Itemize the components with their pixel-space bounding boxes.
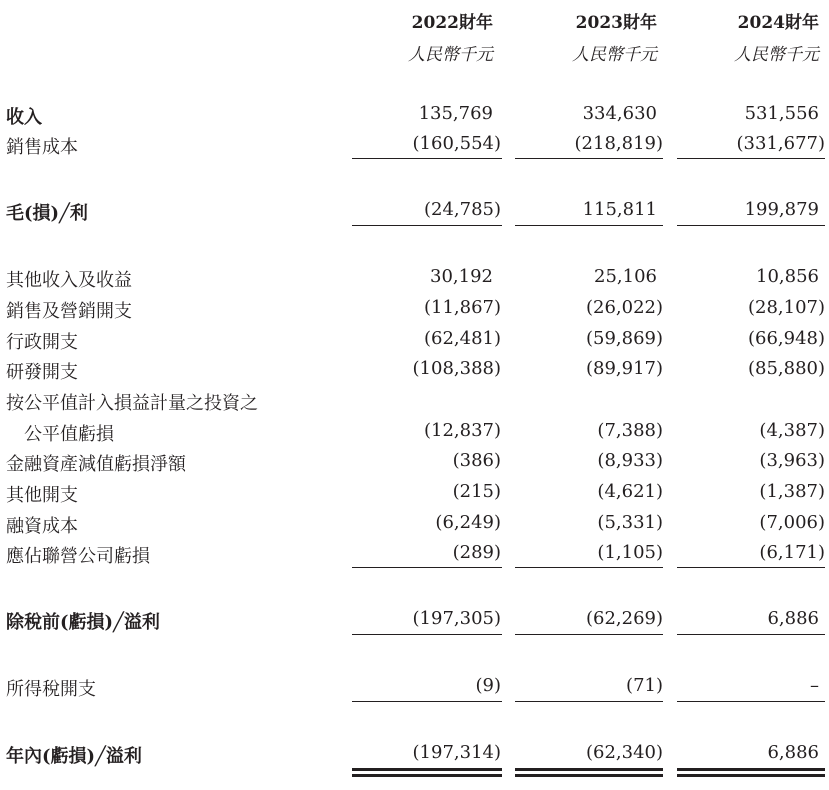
- cell-other-income-2022: 30,192: [430, 266, 493, 287]
- cell-finance-costs-2023: (5,331): [597, 512, 663, 533]
- total-double-rule: [352, 768, 502, 771]
- cell-fvtpl-loss-2024: (4,387): [759, 420, 825, 441]
- cell-associates-loss-2024: (6,171): [759, 542, 825, 563]
- cell-finance-costs-2024: (7,006): [759, 512, 825, 533]
- cell-impairment-loss-2024: (3,963): [759, 450, 825, 471]
- row-label-profit-before-tax: 除稅前(虧損)╱溢利: [6, 612, 160, 633]
- subtotal-rule: [352, 158, 502, 159]
- cell-income-tax-2022: (9): [475, 675, 501, 696]
- cell-revenue-2024: 531,556: [744, 103, 819, 124]
- subtotal-rule: [515, 567, 663, 568]
- year-header-2022: 2022財年: [411, 13, 493, 33]
- cell-selling-expenses-2023: (26,022): [585, 297, 663, 318]
- cell-profit-for-year-2024: 6,886: [767, 742, 819, 763]
- row-label-impairment-loss: 金融資產減值虧損淨額: [6, 454, 186, 475]
- cell-cost-of-sales-2024: (331,677): [736, 133, 825, 154]
- cell-other-expenses-2023: (4,621): [597, 481, 663, 502]
- cell-selling-expenses-2024: (28,107): [747, 297, 825, 318]
- row-label-fvtpl-line1: 按公平值計入損益計量之投資之: [6, 393, 258, 414]
- row-label-rnd-expenses: 研發開支: [6, 362, 78, 383]
- subtotal-rule: [677, 567, 825, 568]
- cell-finance-costs-2022: (6,249): [435, 512, 501, 533]
- row-label-associates-loss: 應佔聯營公司虧損: [6, 546, 150, 567]
- cell-rnd-expenses-2023: (89,917): [585, 358, 663, 379]
- unit-header-2024: 人民幣千元: [734, 45, 819, 65]
- row-label-admin-expenses: 行政開支: [6, 332, 78, 353]
- subtotal-rule: [352, 225, 502, 226]
- cell-cost-of-sales-2022: (160,554): [412, 133, 501, 154]
- row-label-cost-of-sales: 銷售成本: [6, 137, 78, 158]
- row-label-income-tax: 所得稅開支: [6, 679, 96, 700]
- cell-cost-of-sales-2023: (218,819): [574, 133, 663, 154]
- cell-gross-profit-2023: 115,811: [582, 199, 657, 220]
- total-double-rule: [515, 774, 663, 777]
- row-label-revenue: 收入: [6, 107, 42, 128]
- cell-profit-before-tax-2024: 6,886: [767, 608, 819, 629]
- cell-gross-profit-2022: (24,785): [423, 199, 501, 220]
- row-label-other-expenses: 其他開支: [6, 485, 78, 506]
- cell-rnd-expenses-2022: (108,388): [412, 358, 501, 379]
- cell-rnd-expenses-2024: (85,880): [747, 358, 825, 379]
- subtotal-rule: [352, 701, 502, 702]
- cell-fvtpl-loss-2023: (7,388): [597, 420, 663, 441]
- cell-admin-expenses-2024: (66,948): [747, 328, 825, 349]
- subtotal-rule: [515, 701, 663, 702]
- row-label-finance-costs: 融資成本: [6, 516, 78, 537]
- row-label-fvtpl-loss: 公平值虧損: [24, 424, 114, 445]
- total-double-rule: [677, 774, 825, 777]
- subtotal-rule: [515, 158, 663, 159]
- cell-income-tax-2024: –: [810, 675, 819, 696]
- row-label-profit-for-year: 年內(虧損)╱溢利: [6, 746, 142, 767]
- cell-other-expenses-2022: (215): [452, 481, 501, 502]
- cell-revenue-2023: 334,630: [582, 103, 657, 124]
- cell-impairment-loss-2022: (386): [452, 450, 501, 471]
- cell-profit-for-year-2022: (197,314): [412, 742, 501, 763]
- cell-impairment-loss-2023: (8,933): [597, 450, 663, 471]
- cell-admin-expenses-2022: (62,481): [423, 328, 501, 349]
- subtotal-rule: [677, 701, 825, 702]
- row-label-other-income: 其他收入及收益: [6, 270, 132, 291]
- subtotal-rule: [515, 634, 663, 635]
- cell-profit-before-tax-2022: (197,305): [412, 608, 501, 629]
- row-label-selling-expenses: 銷售及營銷開支: [6, 301, 132, 322]
- subtotal-rule: [677, 158, 825, 159]
- cell-revenue-2022: 135,769: [418, 103, 493, 124]
- subtotal-rule: [515, 225, 663, 226]
- cell-profit-for-year-2023: (62,340): [585, 742, 663, 763]
- cell-admin-expenses-2023: (59,869): [585, 328, 663, 349]
- total-double-rule: [352, 774, 502, 777]
- total-double-rule: [677, 768, 825, 771]
- subtotal-rule: [677, 225, 825, 226]
- cell-other-expenses-2024: (1,387): [759, 481, 825, 502]
- cell-fvtpl-loss-2022: (12,837): [423, 420, 501, 441]
- cell-associates-loss-2023: (1,105): [597, 542, 663, 563]
- cell-profit-before-tax-2023: (62,269): [585, 608, 663, 629]
- cell-other-income-2024: 10,856: [756, 266, 819, 287]
- cell-gross-profit-2024: 199,879: [744, 199, 819, 220]
- unit-header-2022: 人民幣千元: [408, 45, 493, 65]
- unit-header-2023: 人民幣千元: [572, 45, 657, 65]
- cell-selling-expenses-2022: (11,867): [423, 297, 501, 318]
- subtotal-rule: [352, 634, 502, 635]
- total-double-rule: [515, 768, 663, 771]
- year-header-2023: 2023財年: [575, 13, 657, 33]
- subtotal-rule: [352, 567, 502, 568]
- cell-other-income-2023: 25,106: [594, 266, 657, 287]
- cell-associates-loss-2022: (289): [452, 542, 501, 563]
- row-label-gross-profit: 毛(損)╱利: [6, 203, 88, 224]
- year-header-2024: 2024財年: [737, 13, 819, 33]
- subtotal-rule: [677, 634, 825, 635]
- cell-income-tax-2023: (71): [626, 675, 663, 696]
